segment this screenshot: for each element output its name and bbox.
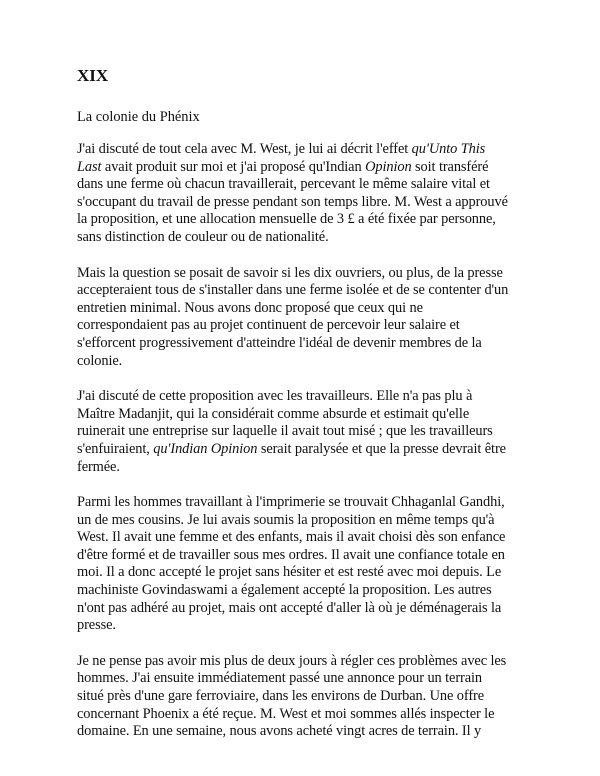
text-line	[77, 723, 547, 741]
text-line	[77, 282, 547, 300]
text-line	[77, 688, 547, 706]
text-line	[77, 441, 547, 459]
text-run: la proposition, et une allocation mensuelle de 3 £ a été fixée par personne,	[77, 211, 496, 228]
text-run: s'occupant du travail de presse pendant son temps libre. M. West a approuvé	[77, 193, 508, 210]
text-run: correspondaient pas au projet continuent de percevoir leur salaire et	[77, 317, 460, 334]
text-run: accepteraient tous de s'installer dans une ferme isolée et de se contenter d'un	[77, 282, 509, 299]
text-run: s'enfuiraient,	[77, 440, 154, 457]
body-text	[77, 141, 547, 741]
text-run: colonie.	[77, 352, 123, 369]
text-run: West. Il avait une femme et des enfants, mais il avait choisi dès son enfance	[77, 529, 506, 546]
text-line	[77, 159, 547, 177]
paragraph	[77, 388, 547, 476]
text-run: Mais la question se posait de savoir si les dix ouvriers, ou plus, de la presse	[77, 264, 503, 281]
text-run: situé près d'une gare ferroviaire, dans les environs de Durban. Une offre	[77, 688, 485, 705]
text-run: avait produit sur moi et j'ai proposé qu'Indian	[101, 158, 366, 175]
paragraph	[77, 265, 547, 371]
text-line	[77, 582, 547, 600]
text-run: serait paralysée et que la presse devrait être	[257, 440, 506, 457]
text-line	[77, 494, 547, 512]
text-run: domaine. En une semaine, nous avons acheté vingt acres de terrain. Il y	[77, 723, 482, 740]
text-run: fermée.	[77, 458, 120, 475]
text-line	[77, 300, 547, 318]
text-line	[77, 335, 547, 353]
text-line	[77, 265, 547, 283]
text-line	[77, 547, 547, 565]
text-run: presse.	[77, 617, 116, 634]
text-line	[77, 423, 547, 441]
text-run: concernant Phoenix a été reçue. M. West et moi sommes allés inspecter le	[77, 705, 495, 722]
text-line	[77, 353, 547, 371]
text-line	[77, 194, 547, 212]
document-page	[77, 66, 547, 759]
paragraph	[77, 653, 547, 741]
text-line	[77, 211, 547, 229]
text-run: moi. Il a donc accepté le projet sans hésiter et est resté avec moi depuis. Le	[77, 564, 502, 581]
text-run: dans une ferme où chacun travaillerait, percevant le même salaire vital et	[77, 176, 490, 193]
text-line	[77, 141, 547, 159]
text-line	[77, 529, 547, 547]
text-line	[77, 600, 547, 618]
text-run: J'ai discuté de tout cela avec M. West, je lui ai décrit l'effet	[77, 141, 412, 157]
text-line	[77, 617, 547, 635]
text-run: Parmi les hommes travaillant à l'imprimerie se trouvait Chhaganlal Gandhi,	[77, 494, 505, 511]
text-line	[77, 564, 547, 582]
text-run: Maître Madanjit, qui la considérait comme absurde et estimait qu'elle	[77, 405, 470, 422]
text-run: soit transféré	[411, 158, 489, 175]
text-line	[77, 706, 547, 724]
text-run: un de mes cousins. Je lui avais soumis la proposition en même temps qu'à	[77, 511, 495, 528]
text-line	[77, 512, 547, 530]
text-run: hommes. J'ai ensuite immédiatement passé une annonce pour un terrain	[77, 670, 483, 687]
text-run: entretien minimal. Nous avons donc proposé que ceux qui ne	[77, 299, 423, 316]
italic-title: Opinion	[365, 158, 412, 175]
paragraph	[77, 494, 547, 635]
text-line	[77, 653, 547, 671]
text-line	[77, 406, 547, 424]
text-line	[77, 670, 547, 688]
italic-title: qu'Unto This	[411, 141, 486, 157]
text-line	[77, 176, 547, 194]
text-line	[77, 317, 547, 335]
text-line	[77, 459, 547, 477]
text-run: sans distinction de couleur ou de nationalité.	[77, 228, 329, 245]
text-run: n'ont pas adhéré au projet, mais ont accepté d'aller là où je déménagerais la	[77, 599, 502, 616]
text-run: ruinerait une entreprise sur laquelle il avait tout misé ; que les travailleurs	[77, 423, 493, 440]
text-line	[77, 229, 547, 247]
paragraph	[77, 141, 547, 247]
text-run: Je ne pense pas avoir mis plus de deux jours à régler ces problèmes avec les	[77, 652, 507, 669]
italic-title: Last	[77, 158, 102, 175]
text-line	[77, 388, 547, 406]
chapter-number: XIX	[77, 66, 109, 85]
text-run: machiniste Govindaswami a également accepté la proposition. Les autres	[77, 582, 492, 599]
chapter-title: La colonie du Phénix	[77, 109, 200, 125]
italic-title: qu'Indian Opinion	[153, 440, 258, 457]
text-run: J'ai discuté de cette proposition avec les travailleurs. Elle n'a pas plu à	[77, 388, 473, 405]
text-run: d'être formé et de travailler sous mes ordres. Il avait une confiance totale en	[77, 546, 505, 563]
text-run: s'efforcent progressivement d'atteindre l'idéal de devenir membres de la	[77, 334, 482, 351]
